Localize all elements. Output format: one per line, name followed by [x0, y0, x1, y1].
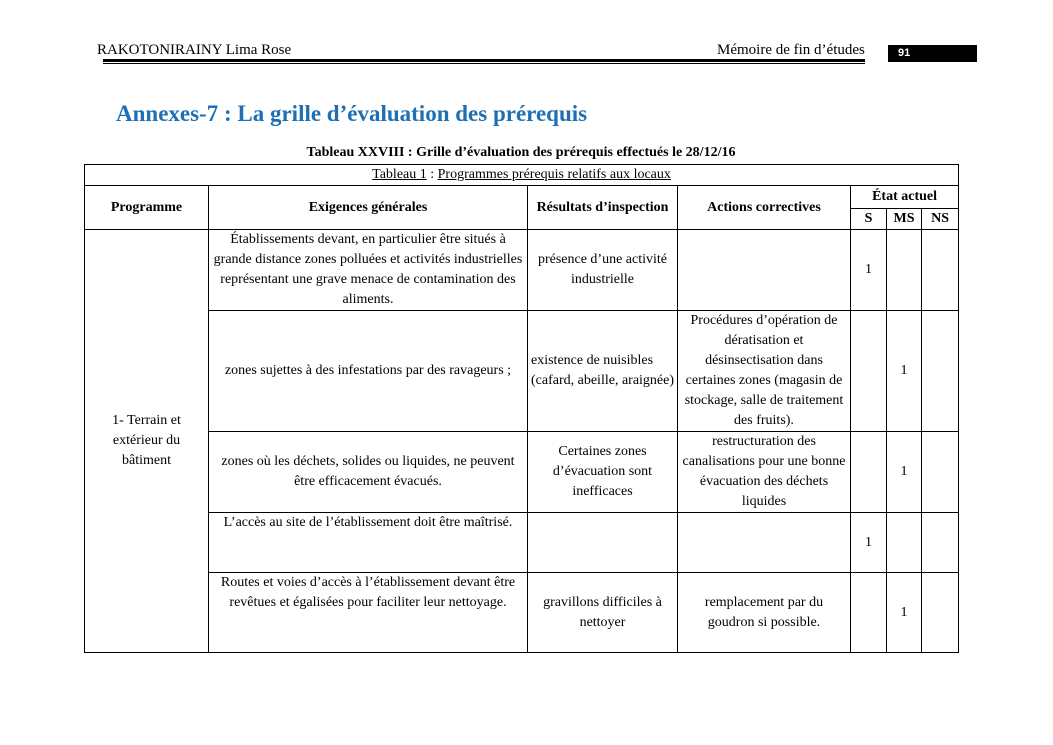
evaluation-table [84, 164, 959, 653]
header-document-type: Mémoire de fin d’études [717, 42, 865, 58]
ns-cell [922, 432, 959, 513]
page-title: Annexes-7 : La grille d’évaluation des prérequis [116, 101, 588, 126]
action-cell [678, 513, 851, 573]
table-row [85, 311, 959, 432]
action-cell: restructuration des canalisations pour une bonne évacuation des déchets liquides [678, 432, 851, 513]
resultat-cell: présence d’une activité industrielle [528, 230, 678, 311]
table-subtitle-separator: : [426, 167, 438, 182]
header-rule [103, 59, 865, 62]
resultat-cell [528, 513, 678, 573]
resultat-cell: existence de nuisibles (cafard, abeille, araignée) [528, 311, 678, 432]
resultat-cell: gravillons difficiles à nettoyer [528, 573, 678, 653]
ms-cell: 1 [887, 573, 922, 653]
table-subtitle [85, 165, 959, 186]
exigence-cell: L’accès au site de l’établissement doit être maîtrisé. [209, 513, 528, 573]
exigence-cell: Routes et voies d’accès à l’établissement devant être revêtues et égalisées pour faciliter leur nettoyage. [209, 573, 528, 653]
s-cell: 1 [851, 513, 887, 573]
col-header-programme: Programme [85, 186, 209, 230]
col-header-s: S [851, 209, 887, 230]
action-cell [678, 230, 851, 311]
s-cell: 1 [851, 230, 887, 311]
table-caption: Tableau XXVIII : Grille d’évaluation des prérequis effectués le 28/12/16 [306, 145, 736, 160]
header-author: RAKOTONIRAINY Lima Rose [97, 42, 292, 58]
table-header-row [85, 186, 959, 209]
s-cell [851, 311, 887, 432]
ns-cell [922, 230, 959, 311]
ns-cell [922, 513, 959, 573]
programme-cell: 1- Terrain et extérieur du bâtiment [85, 230, 209, 653]
exigence-cell: Établissements devant, en particulier être situés à grande distance zones polluées et activités industrielles représentant une grave menace de contamination des aliments. [209, 230, 528, 311]
exigence-cell: zones où les déchets, solides ou liquides, ne peuvent être efficacement évacués. [209, 432, 528, 513]
ms-cell: 1 [887, 311, 922, 432]
s-cell [851, 432, 887, 513]
action-cell: Procédures d’opération de dératisation et désinsectisation dans certaines zones (magasin de stockage, salle de traitement des fruits). [678, 311, 851, 432]
ns-cell [922, 573, 959, 653]
table-row [85, 432, 959, 513]
header-rule-thin [103, 63, 865, 64]
table-subtitle-text: Programmes prérequis relatifs aux locaux [437, 167, 671, 182]
col-header-actions: Actions correctives [678, 186, 851, 230]
table-row [85, 573, 959, 653]
exigence-cell: zones sujettes à des infestations par des ravageurs ; [209, 311, 528, 432]
col-header-resultats: Résultats d’inspection [528, 186, 678, 230]
table-subtitle-label: Tableau 1 [372, 167, 427, 182]
s-cell [851, 573, 887, 653]
ms-cell: 1 [887, 432, 922, 513]
page-number: 91 [898, 47, 911, 59]
col-header-etat: État actuel [851, 186, 959, 209]
ms-cell [887, 230, 922, 311]
ns-cell [922, 311, 959, 432]
ms-cell [887, 513, 922, 573]
col-header-ms: MS [887, 209, 922, 230]
table-row [85, 230, 959, 311]
table-subtitle-row [85, 165, 959, 186]
action-cell: remplacement par du goudron si possible. [678, 573, 851, 653]
col-header-ns: NS [922, 209, 959, 230]
page-number-box [888, 45, 977, 62]
resultat-cell: Certaines zones d’évacuation sont inefficaces [528, 432, 678, 513]
col-header-exigences: Exigences générales [209, 186, 528, 230]
table-row [85, 513, 959, 573]
